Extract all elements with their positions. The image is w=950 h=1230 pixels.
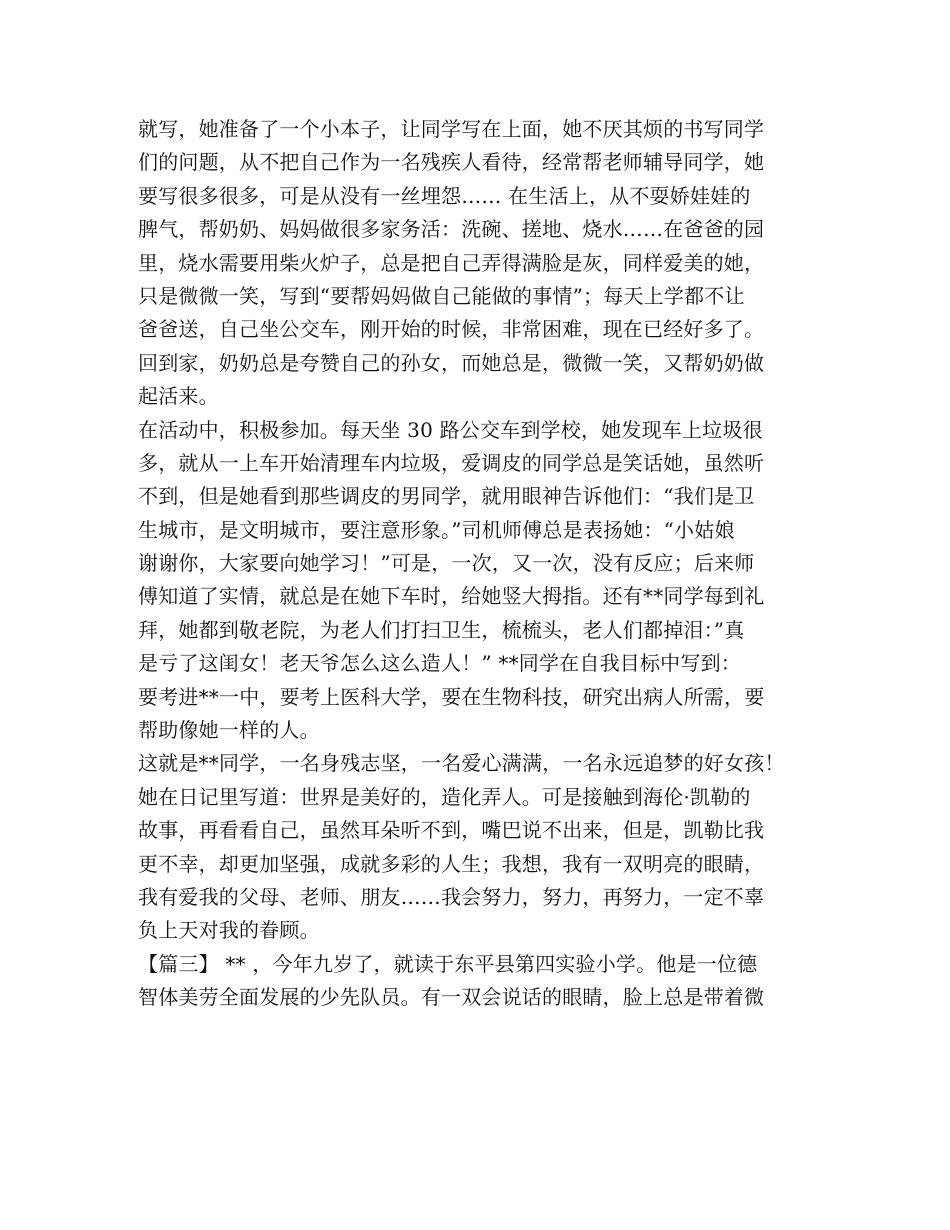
text-line: 智体美劳全面发展的少先队员。有一双会说话的眼睛，脸上总是带着微 xyxy=(138,985,765,1010)
text-line: 里，烧水需要用柴火炉子，总是把自己弄得满脸是灰，同样爱美的她， xyxy=(138,250,765,275)
text-line: 脾气，帮奶奶、妈妈做很多家务活：洗碗、搓地、烧水……在爸爸的园 xyxy=(138,217,765,242)
text-line: 拜，她都到敬老院，为老人们打扫卫生，梳梳头，老人们都掉泪：”真 xyxy=(138,617,745,642)
text-line: 不到，但是她看到那些调皮的男同学，就用眼神告诉他们：“我们是卫 xyxy=(138,484,755,509)
text-line: 爸爸送，自己坐公交车，刚开始的时候，非常困难，现在已经好多了。 xyxy=(138,317,765,342)
text-line: 故事，再看看自己，虽然耳朵听不到，嘴巴说不出来，但是，凯勒比我 xyxy=(138,818,765,843)
text-line: 傅知道了实情，就总是在她下车时，给她竖大拇指。还有**同学每到礼 xyxy=(138,584,765,609)
text-line: 多，就从一上车开始清理车内垃圾，爱调皮的同学总是笑话她，虽然听 xyxy=(138,450,765,475)
text-line: 在活动中，积极参加。每天坐 30 路公交车到学校，她发现车上垃圾很 xyxy=(138,417,763,442)
text-line: 是亏了这闺女！老天爷怎么这么造人！” **同学在自我目标中写到： xyxy=(138,651,741,676)
text-line: 要考进**一中，要考上医科大学，要在生物科技，研究出病人所需，要 xyxy=(138,684,765,709)
text-line: 们的问题，从不把自己作为一名残疾人看待，经常帮老师辅导同学，她 xyxy=(138,150,765,175)
text-line: 谢谢你，大家要向她学习！”可是，一次，又一次，没有反应；后来师 xyxy=(138,551,755,576)
text-line: 就写，她准备了一个小本子，让同学写在上面，她不厌其烦的书写同学 xyxy=(138,117,765,141)
text-line: 帮助像她一样的人。 xyxy=(138,718,320,743)
text-line: 负上天对我的眷顾。 xyxy=(138,918,320,943)
body-text xyxy=(138,113,838,1015)
text-line: 我有爱我的父母、老师、朋友……我会努力，努力，再努力，一定不辜 xyxy=(138,884,765,909)
text-line: 起活来。 xyxy=(138,384,219,409)
text-line: 生城市，是文明城市，要注意形象。”司机师傅总是表扬她：“小姑娘 xyxy=(138,517,735,542)
text-line: 只是微微一笑，写到“要帮妈妈做自己能做的事情”；每天上学都不让 xyxy=(138,283,745,308)
text-line: 她在日记里写道：世界是美好的，造化弄人。可是接触到海伦·凯勒的 xyxy=(138,784,751,809)
text-line: 【篇三】 ** ，今年九岁了，就读于东平县第四实验小学。他是一位德 xyxy=(138,951,758,976)
text-line: 这就是**同学，一名身残志坚，一名爱心满满，一名永远追梦的好女孩！ xyxy=(138,751,785,776)
text-line: 回到家，奶奶总是夸赞自己的孙女，而她总是，微微一笑，又帮奶奶做 xyxy=(138,350,765,375)
text-line: 要写很多很多，可是从没有一丝埋怨…… 在生活上，从不耍娇娃娃的 xyxy=(138,183,751,208)
text-line: 更不幸，却更加坚强，成就多彩的人生；我想，我有一双明亮的眼睛， xyxy=(138,851,765,876)
